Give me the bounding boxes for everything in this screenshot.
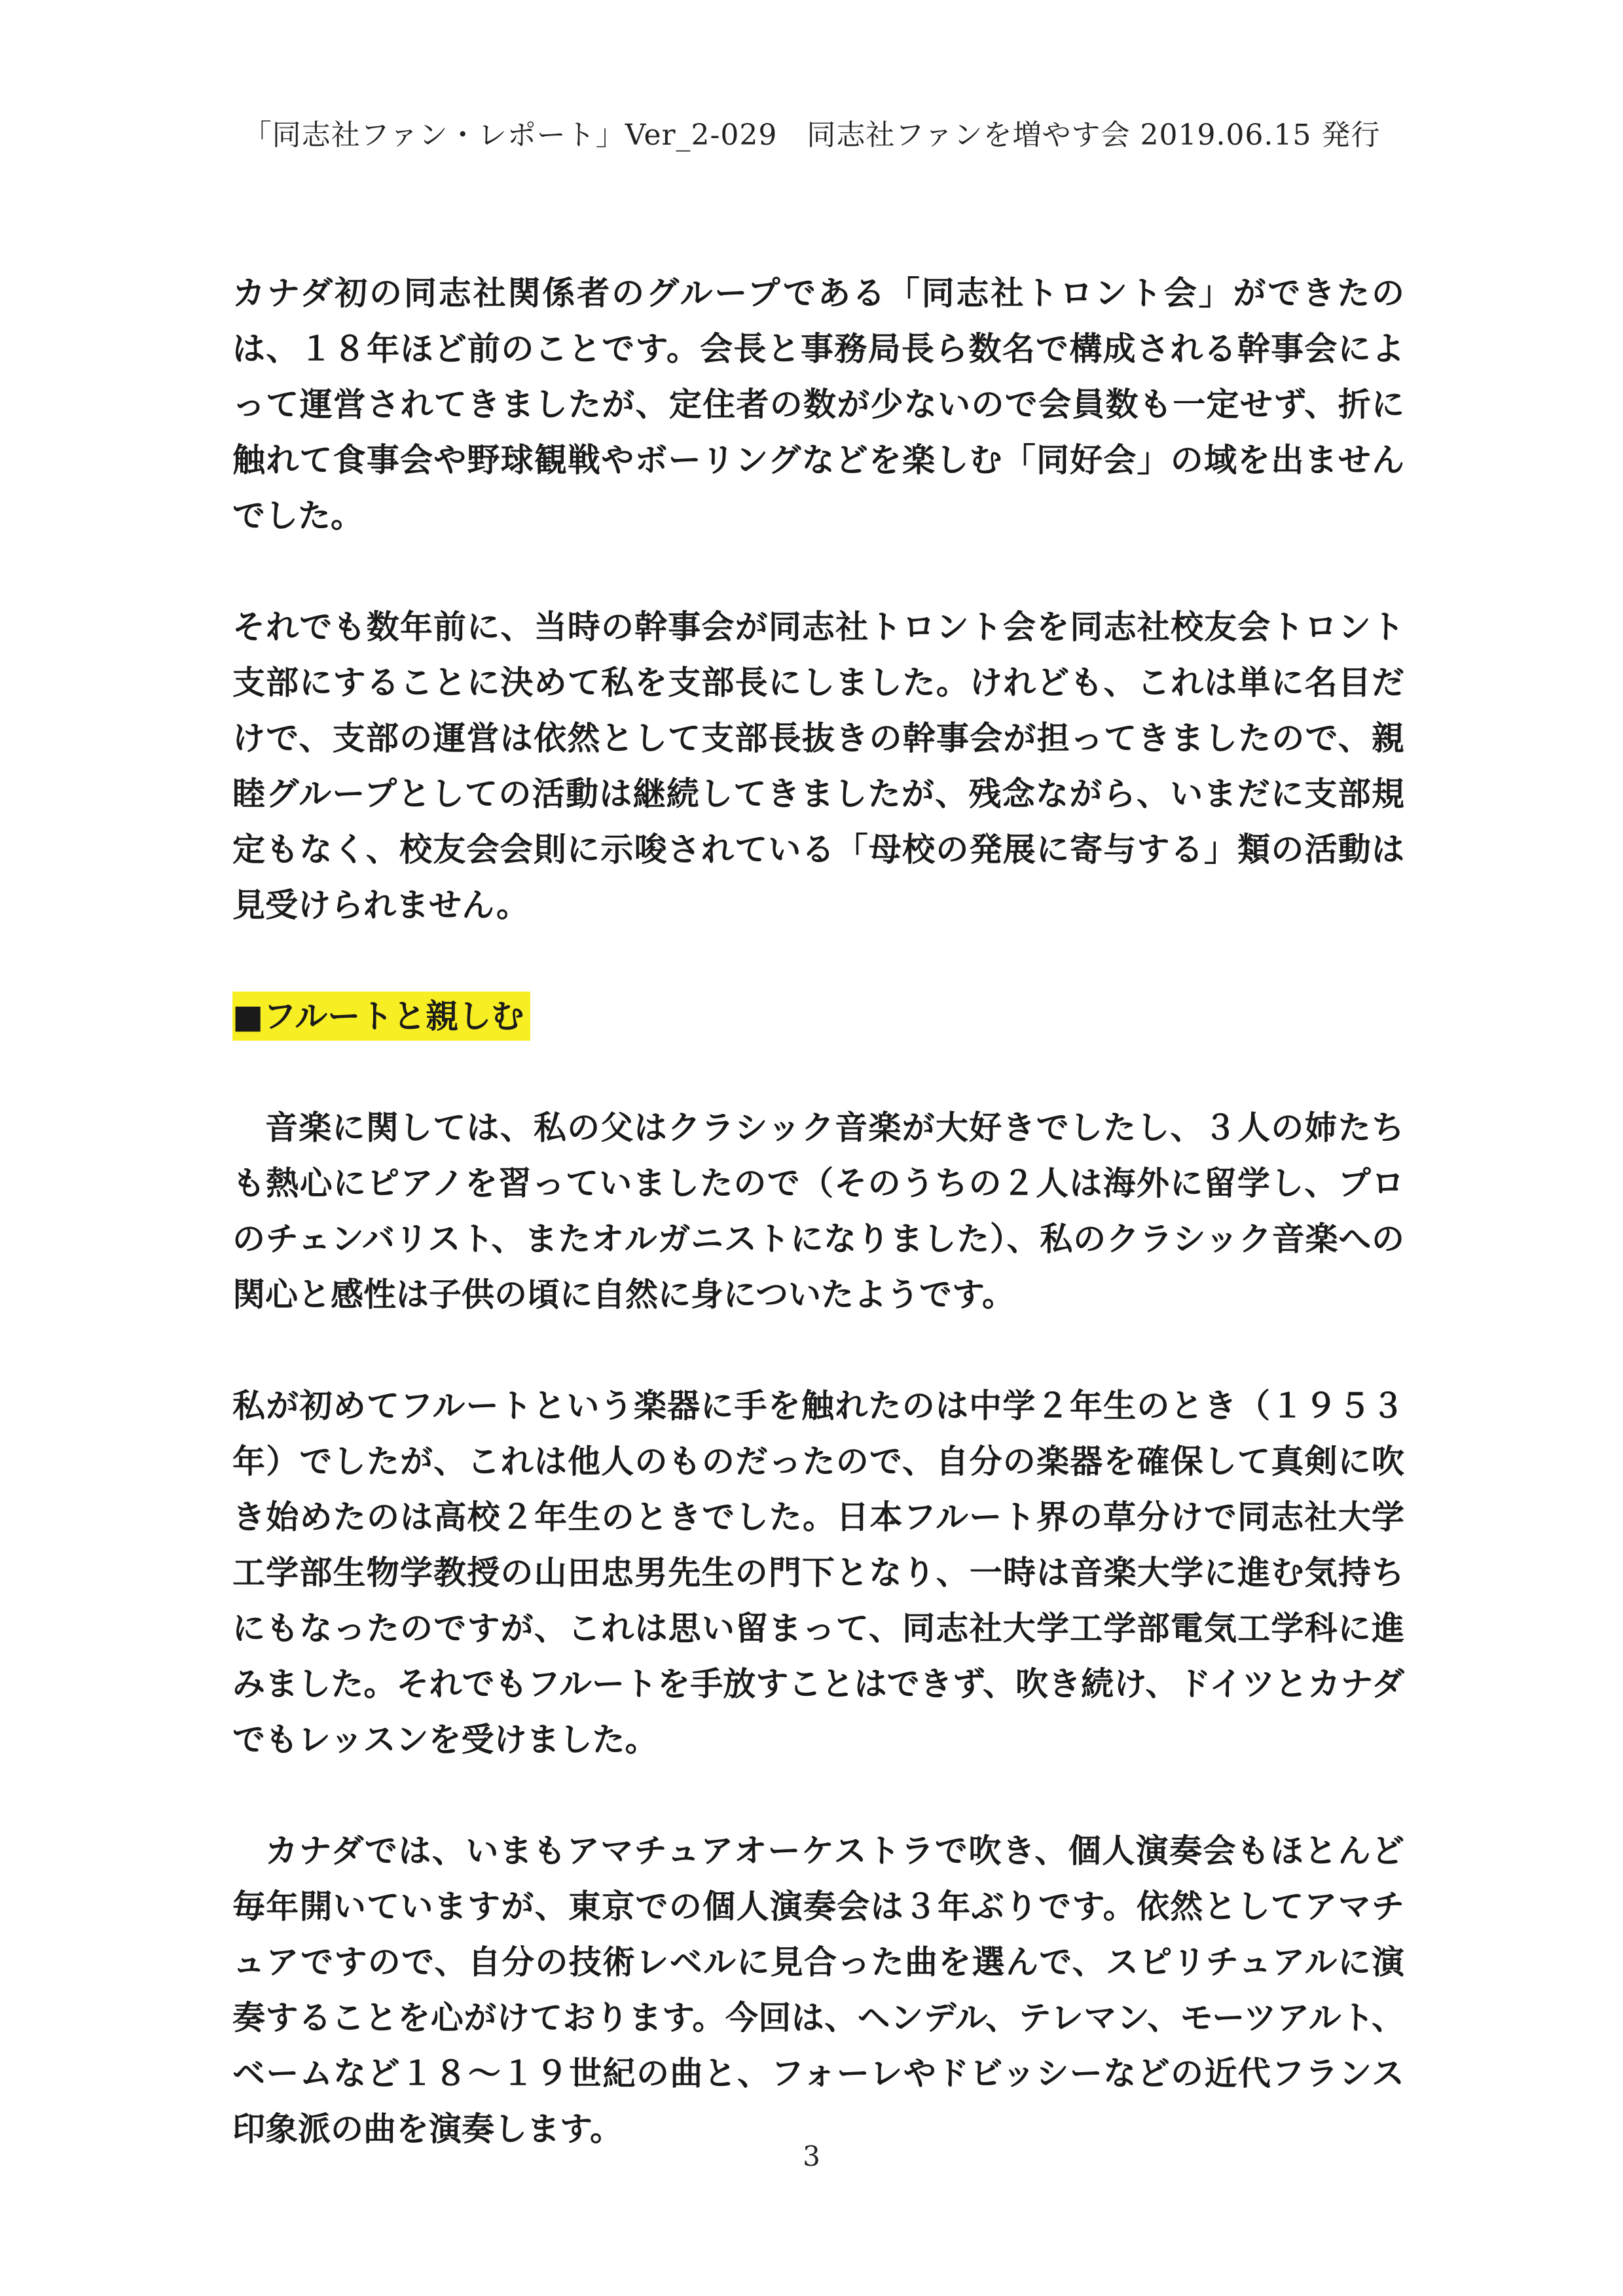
section-heading-text: ■フルートと親しむ bbox=[232, 992, 530, 1041]
paragraph-music-background: 音楽に関しては、私の父はクラシック音楽が大好きでしたし、３人の姉たちも熱心にピアノを習っていましたので（そのうちの２人は海外に留学し、プロのチェンバリスト、またオルガニストになりました）、私のクラシック音楽への関心と感性は子供の頃に自然に身についたようです。 bbox=[232, 1108, 1404, 1314]
paragraph-concert: カナダでは、いまもアマチュアオーケストラで吹き、個人演奏会もほとんど毎年開いていますが、東京での個人演奏会は３年ぶりです。依然としてアマチュアですので、自分の技術レベルに見合った曲を選んで、スピリチュアルに演奏することを心がけております。今回は、ヘンデル、テレマン、モーツアルト、ベームなど１８〜１９世紀の曲と、フォーレやドビッシーなどの近代フランス印象派の曲を演奏します。 bbox=[232, 1831, 1404, 2148]
page-number: 3 bbox=[803, 2140, 820, 2172]
document-body bbox=[232, 265, 1404, 2212]
paragraph-toronto-group: カナダ初の同志社関係者のグループである「同志社トロント会」ができたのは、１８年ほど前のことです。会長と事務局長ら数名で構成される幹事会によって運営されてきましたが、定住者の数が少ないので会員数も一定せず、折に触れて食事会や野球観戦やボーリングなどを楽しむ「同好会」の域を出ませんでした。 bbox=[232, 274, 1404, 535]
page-header: 「同志社ファン・レポート」Ver_2-029 同志社ファンを増やす会 2019.06.15 発行 bbox=[242, 118, 1381, 152]
section-heading bbox=[232, 988, 1404, 1044]
paragraph-branch: それでも数年前に、当時の幹事会が同志社トロント会を同志社校友会トロント支部にすることに決めて私を支部長にしました。けれども、これは単に名目だけで、支部の運営は依然として支部長抜きの幹事会が担ってきましたので、親睦グループとしての活動は継続してきましたが、残念ながら、いまだに支部規定もなく、校友会会則に示唆されている「母校の発展に寄与する」類の活動は見受けられません。 bbox=[232, 607, 1404, 924]
paragraph-flute-history: 私が初めてフルートという楽器に手を触れたのは中学２年生のとき（１９５３年）でしたが、これは他人のものだったので、自分の楽器を確保して真剣に吹き始めたのは高校２年生のときでした。日本フルート界の草分けで同志社大学工学部生物学教授の山田忠男先生の門下となり、一時は音楽大学に進む気持ちにもなったのですが、これは思い留まって、同志社大学工学部電気工学科に進みました。それでもフルートを手放すことはできず、吹き続け、ドイツとカナダでもレッスンを受けました。 bbox=[232, 1386, 1404, 1759]
